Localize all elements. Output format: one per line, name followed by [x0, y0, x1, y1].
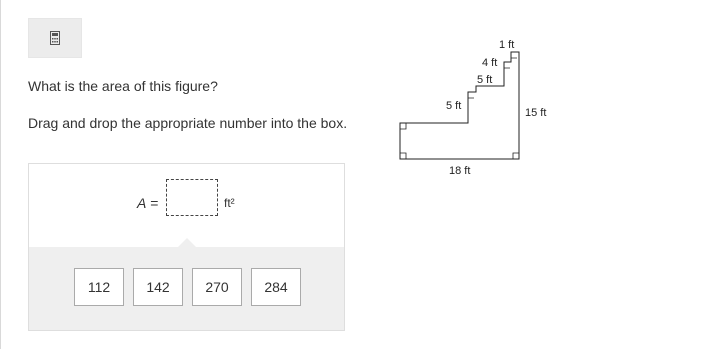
drag-drop-panel [28, 163, 345, 331]
right-angle-marker [504, 62, 510, 68]
label-lower-step-height: 5 ft [446, 100, 462, 112]
left-divider [0, 0, 1, 349]
question-prompt: What is the area of this figure? [28, 78, 218, 94]
label-right-height: 15 ft [525, 107, 547, 119]
calculator-button[interactable] [28, 18, 82, 58]
right-angle-marker [513, 153, 519, 159]
label-upper-step-height: 4 ft [482, 57, 498, 69]
right-angle-marker [400, 123, 406, 129]
label-bottom-width: 18 ft [449, 165, 471, 177]
calculator-icon [49, 31, 61, 45]
answer-drop-zone[interactable] [166, 179, 218, 216]
equation-variable: A [137, 195, 147, 211]
right-angle-marker [511, 52, 517, 58]
equation-lhs [137, 195, 158, 211]
equation-equals: = [150, 195, 159, 211]
label-step-width: 5 ft [477, 74, 493, 86]
right-angle-marker [400, 153, 406, 159]
right-angle-marker [468, 92, 474, 98]
answer-tile-284[interactable]: 284 [251, 268, 301, 306]
figure-outline [400, 52, 519, 159]
label-top-width: 1 ft [499, 39, 515, 51]
answer-tile-112[interactable]: 112 [74, 268, 124, 306]
equation-unit: ft² [224, 196, 235, 210]
answer-tile-142[interactable]: 142 [133, 268, 183, 306]
question-instructions: Drag and drop the appropriate number into the box. [28, 115, 348, 131]
answer-tile-270[interactable]: 270 [192, 268, 242, 306]
